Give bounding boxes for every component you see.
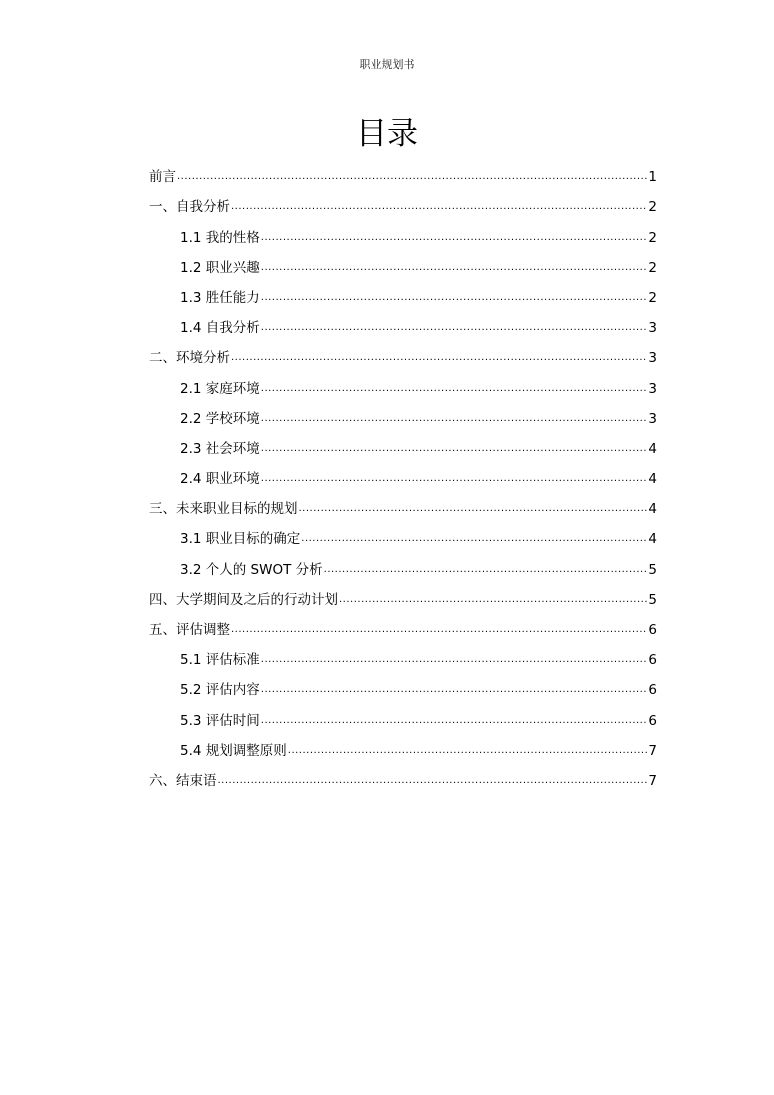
- toc-entry-text: 1.1 我的性格: [180, 229, 260, 246]
- toc-entry[interactable]: [149, 340, 657, 370]
- page-header: 职业规划书: [359, 58, 415, 71]
- toc-leader-dots: [288, 737, 648, 763]
- toc-entry[interactable]: [149, 582, 657, 612]
- toc-leader-dots: [231, 193, 647, 219]
- toc-entry-text: 5.3 评估时间: [180, 712, 260, 729]
- toc-entry[interactable]: [149, 551, 657, 581]
- toc-leader-dots: [218, 767, 648, 793]
- toc-page-number: 4: [648, 440, 657, 457]
- toc-leader-dots: [339, 586, 647, 612]
- toc-leader-dots: [261, 224, 648, 250]
- toc-leader-dots: [231, 616, 647, 642]
- toc-page-number: 6: [648, 622, 657, 638]
- toc-leader-dots: [231, 344, 647, 370]
- toc-entry-text: 1.3 胜任能力: [180, 289, 260, 306]
- toc-title: 目录: [356, 116, 418, 152]
- toc-leader-dots: [301, 525, 647, 551]
- toc-entry[interactable]: [149, 219, 657, 249]
- toc-entry[interactable]: [149, 431, 657, 461]
- toc-entry[interactable]: [149, 189, 657, 219]
- toc-entry-text: 3.1 职业目标的确定: [180, 531, 301, 548]
- toc-page-number: 3: [648, 320, 657, 337]
- toc-entry[interactable]: [149, 612, 657, 642]
- toc-entry-text: 5.4 规划调整原则: [180, 742, 287, 759]
- toc-leader-dots: [177, 163, 647, 189]
- toc-entry[interactable]: [149, 491, 657, 521]
- toc-page-number: 3: [648, 380, 657, 397]
- toc-page-number: 6: [648, 652, 657, 669]
- toc-entry-text: 前言: [149, 169, 176, 186]
- toc-entry-text: 2.3 社会环境: [180, 440, 260, 457]
- toc-entry-text: 1.2 职业兴趣: [180, 259, 260, 276]
- toc-entry-text: 四、大学期间及之后的行动计划: [149, 591, 338, 608]
- toc-entry[interactable]: [149, 642, 657, 672]
- toc-entry[interactable]: [149, 461, 657, 491]
- toc-page-number: 3: [648, 410, 657, 427]
- toc-leader-dots: [261, 405, 648, 431]
- toc-leader-dots: [261, 465, 648, 491]
- toc-leader-dots: [261, 314, 648, 340]
- toc-page-number: 3: [648, 350, 657, 367]
- toc-page-number: 5: [648, 561, 657, 578]
- toc-entry[interactable]: [149, 159, 657, 189]
- toc-page-number: 2: [648, 199, 657, 216]
- toc-entry[interactable]: [149, 310, 657, 340]
- toc-entry-text: 二、环境分析: [149, 350, 230, 367]
- toc-entry-text: 5.2 评估内容: [180, 682, 260, 699]
- toc-entry[interactable]: [149, 763, 657, 793]
- toc-leader-dots: [261, 435, 648, 461]
- toc-page-number: 7: [648, 742, 657, 759]
- toc-page-number: 2: [648, 259, 657, 276]
- toc-page-number: 6: [648, 712, 657, 729]
- toc-entry-text: 2.2 学校环境: [180, 410, 260, 427]
- toc-page-number: 1: [648, 169, 657, 186]
- toc-entry-text: 2.4 职业环境: [180, 471, 260, 488]
- toc-leader-dots: [261, 284, 648, 310]
- table-of-contents: [149, 159, 657, 793]
- toc-leader-dots: [324, 556, 648, 582]
- toc-leader-dots: [261, 676, 648, 702]
- toc-entry-text: 1.4 自我分析: [180, 320, 260, 337]
- toc-entry-text: 5.1 评估标准: [180, 652, 260, 669]
- toc-leader-dots: [261, 646, 648, 672]
- toc-page-number: 6: [648, 682, 657, 699]
- toc-entry-text: 五、评估调整: [149, 622, 230, 638]
- toc-leader-dots: [261, 707, 648, 733]
- toc-entry-text: 六、结束语: [149, 772, 217, 789]
- toc-page-number: 5: [648, 591, 657, 608]
- toc-page-number: 2: [648, 289, 657, 306]
- toc-entry-text: 3.2 个人的 SWOT 分析: [180, 561, 323, 578]
- toc-entry[interactable]: [149, 401, 657, 431]
- toc-leader-dots: [261, 254, 648, 280]
- toc-entry-text: 2.1 家庭环境: [180, 380, 260, 397]
- toc-leader-dots: [261, 375, 648, 401]
- toc-entry[interactable]: [149, 521, 657, 551]
- toc-entry[interactable]: [149, 280, 657, 310]
- toc-page-number: 4: [648, 471, 657, 488]
- toc-entry[interactable]: [149, 250, 657, 280]
- toc-page-number: 2: [648, 229, 657, 246]
- toc-page-number: 4: [648, 531, 657, 548]
- toc-entry[interactable]: [149, 733, 657, 763]
- toc-entry[interactable]: [149, 672, 657, 702]
- toc-entry[interactable]: [149, 702, 657, 732]
- toc-entry-text: 三、未来职业目标的规划: [149, 501, 298, 518]
- toc-page-number: 7: [648, 772, 657, 789]
- toc-leader-dots: [299, 495, 648, 521]
- toc-entry[interactable]: [149, 370, 657, 400]
- toc-entry-text: 一、自我分析: [149, 199, 230, 216]
- toc-page-number: 4: [648, 501, 657, 518]
